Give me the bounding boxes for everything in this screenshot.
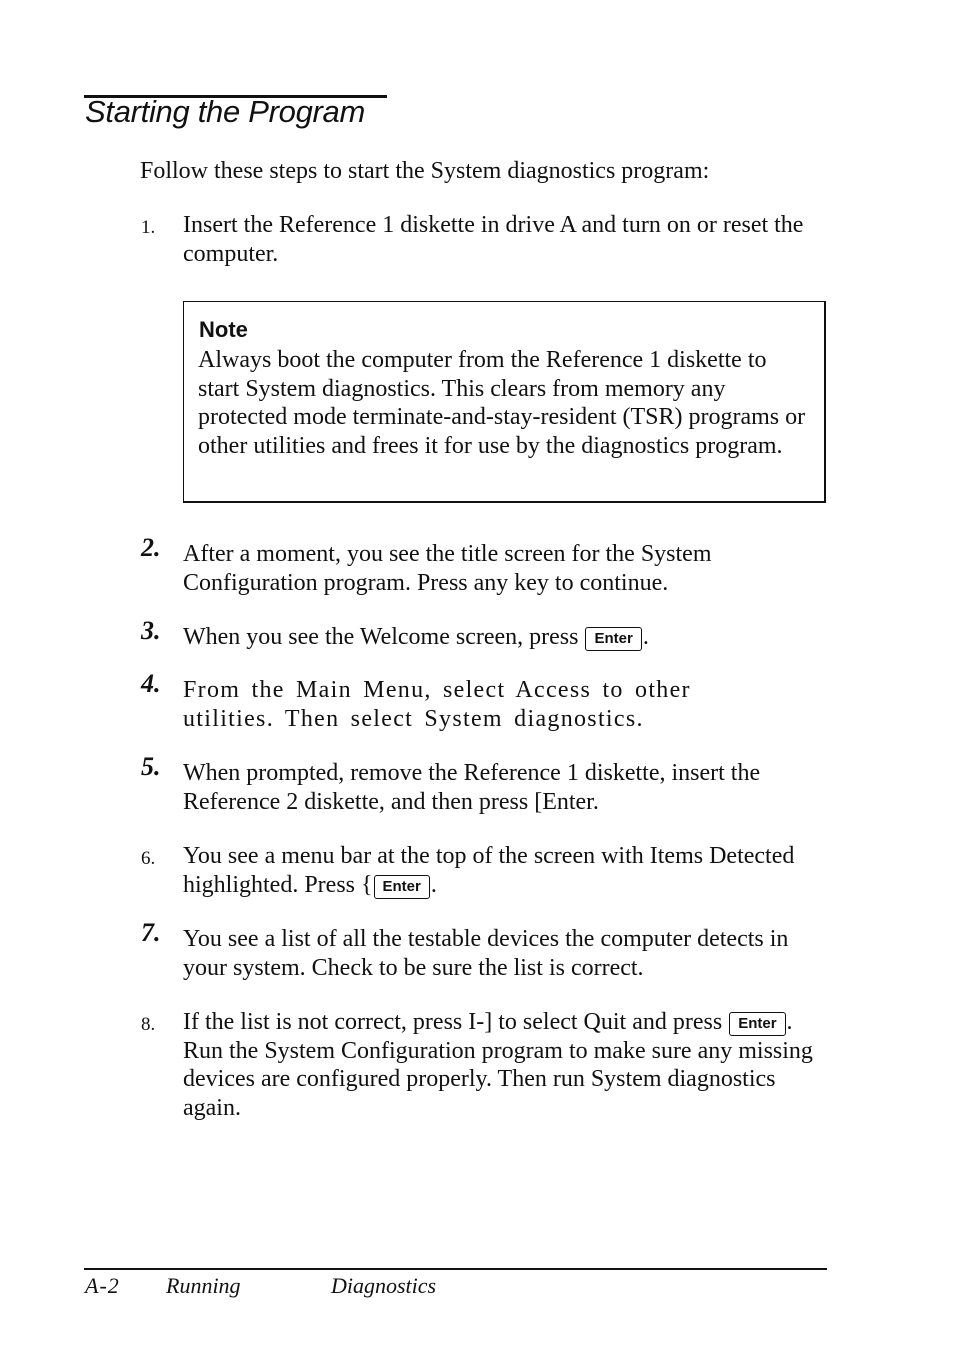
step-number: 1. — [141, 217, 156, 238]
footer-section-running: Running — [166, 1273, 241, 1298]
step-text-after: . — [430, 871, 437, 898]
note-box — [183, 301, 826, 503]
page-title: Starting the Program — [85, 94, 366, 129]
enter-key-icon: Enter — [374, 875, 430, 899]
step-number: 5. — [141, 752, 161, 781]
step-text-before: If the list is not correct, press I-] to select Quit and press — [183, 1009, 729, 1035]
footer-section-diagnostics: Diagnostics — [331, 1273, 437, 1298]
step-text-before: You see a menu bar at the top of the screen with Items Detected highlighted. Press { — [183, 843, 795, 898]
step-number: 2. — [141, 533, 161, 562]
step-number: 8. — [141, 1014, 156, 1035]
step-text — [183, 842, 831, 899]
step-text: From the Main Menu, select Access to other utilities. Then select System diagnostics. — [183, 677, 691, 732]
step-text: When prompted, remove the Reference 1 diskette, insert the Reference 2 diskette, and then press [Enter. — [183, 760, 761, 815]
note-text: Always boot the computer from the Reference 1 diskette to start System diagnostics. This clears from memory any protected mode terminate-and-stay-resident (TSR) programs or other utilities and frees it for use by the diagnostics program. — [198, 347, 806, 460]
footer-rule — [84, 1268, 827, 1270]
step-number: 7. — [141, 918, 161, 947]
step-number: 4. — [141, 669, 161, 698]
page-number: A-2 — [85, 1273, 120, 1298]
step-text-after: . — [642, 624, 649, 650]
step-text — [183, 623, 831, 652]
step-number: 3. — [141, 616, 161, 645]
enter-key-icon: Enter — [729, 1012, 785, 1036]
step-text-after: . Run the System Configuration program to make sure any missing devices are configured properly. Then run System diagnostics again. — [183, 1009, 813, 1121]
step-text: Insert the Reference 1 diskette in drive A and turn on or reset the computer. — [183, 212, 804, 267]
step-text — [183, 1008, 831, 1122]
step-number: 6. — [141, 848, 156, 869]
intro-paragraph: Follow these steps to start the System diagnostics program: — [140, 158, 710, 184]
note-title: Note — [199, 317, 248, 342]
step-text: After a moment, you see the title screen for the System Configuration program. Press any key to continue. — [183, 541, 712, 596]
step-text-before: When you see the Welcome screen, press — [183, 624, 585, 650]
enter-key-icon: Enter — [585, 627, 641, 651]
step-text: You see a list of all the testable devices the computer detects in your system. Check to be sure the list is correct. — [183, 926, 789, 981]
